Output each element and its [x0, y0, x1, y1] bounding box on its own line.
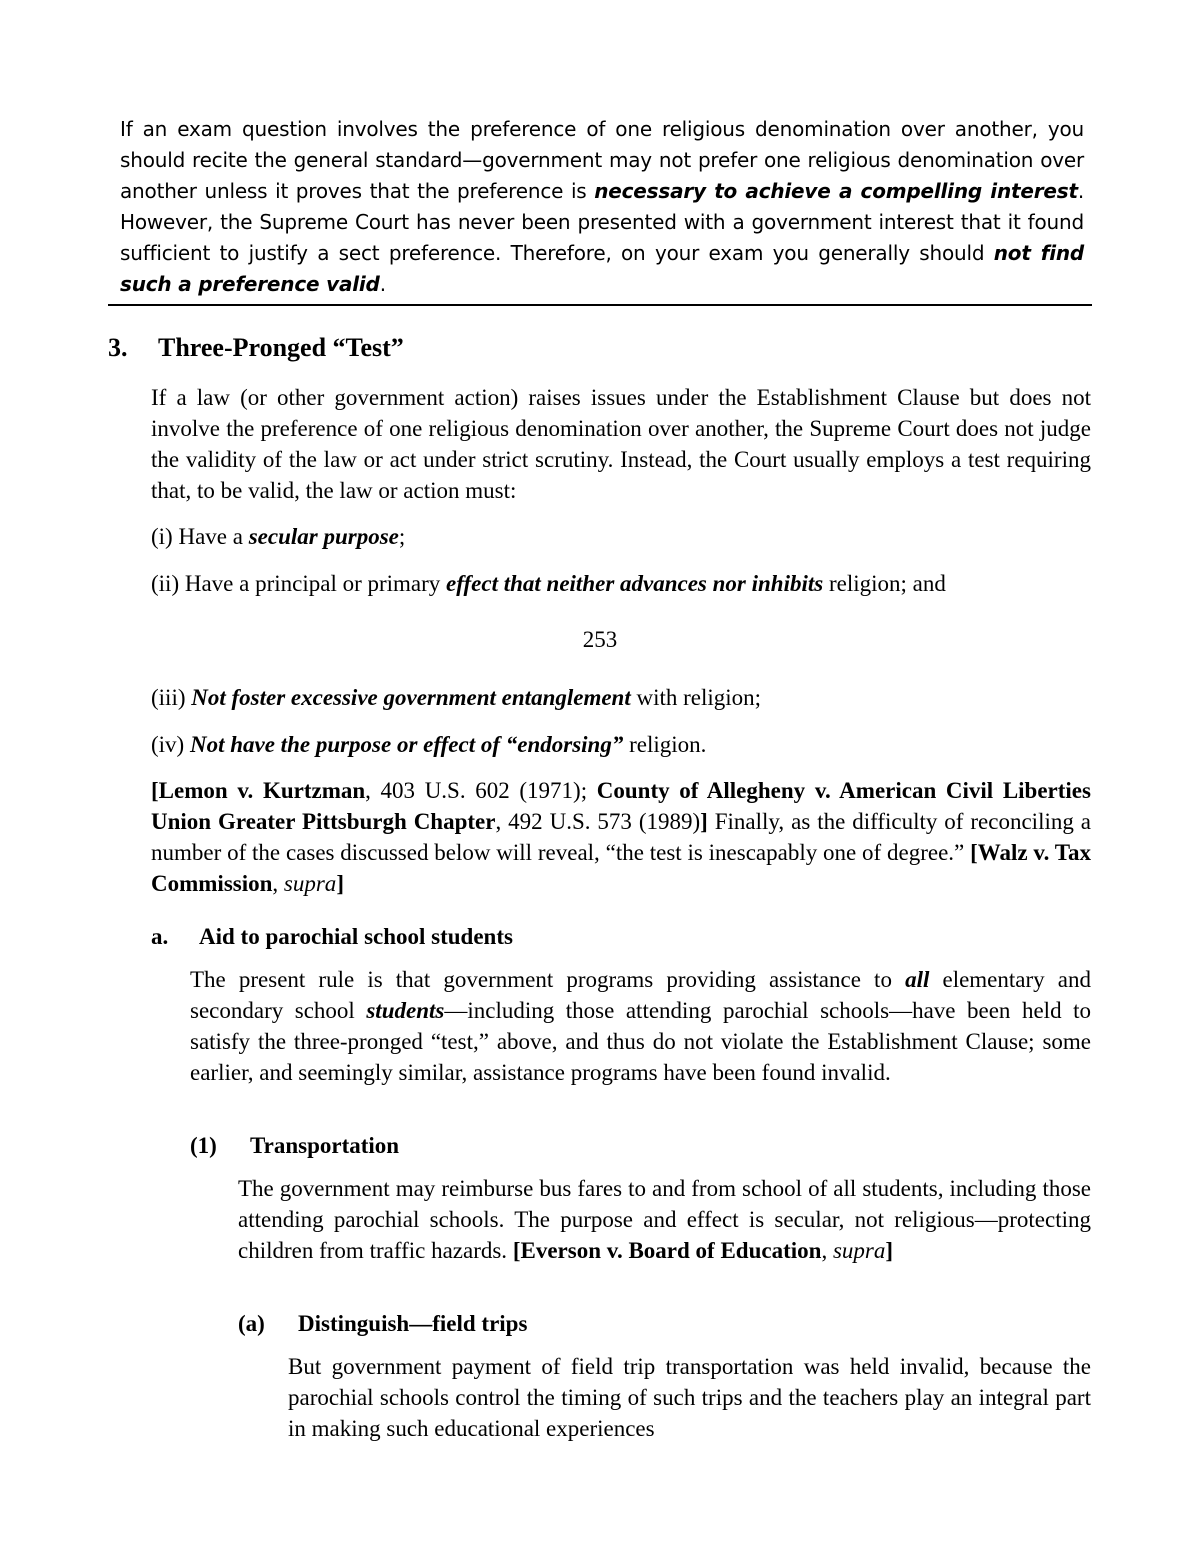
case-allegheny: County of Allegheny v. American Civil Liberties Union Greater Pittsburgh Chapter — [151, 778, 1091, 834]
section-intro-paragraph: If a law (or other government action) raises issues under the Establishment Clause but does not involve the preference of one religious denomination over another, the Supreme Court does not judge the validity of the law or act under strict scrutiny. Instead, the Court usually employs a test requiring that, to be valid, the law or action must: — [151, 385, 1091, 503]
subsection-a-heading: a. Aid to parochial school students — [151, 924, 513, 949]
case-lemon: Lemon v. Kurtzman — [158, 778, 366, 803]
test-prong-2: (ii) Have a principal or primary effect that neither advances nor inhibits religion; and — [151, 571, 946, 596]
horizontal-divider — [108, 304, 1092, 306]
section-heading — [108, 332, 404, 363]
citation-paragraph: [Lemon v. Kurtzman, 403 U.S. 602 (1971); County of Allegheny v. American Civil Liberties Union Greater Pittsburgh Chapter, 492 U.S. 573 (1989)] Finally, as the difficulty of reconciling a number of the cases discussed below will reveal, “the test is inescapably one of degree.” [Walz v. Tax Commission, supra] — [151, 778, 1091, 896]
tip-emphasis-not-valid: not find such a preference valid — [120, 241, 1085, 296]
tip-emphasis-compelling-interest: necessary to achieve a compelling interest — [594, 179, 1078, 203]
subsection-a-paragraph: The present rule is that government programs providing assistance to all elementary and secondary school students—including those attending parochial schools—have been held to satisfy the three-pronged “test,” above, and thus do not violate the Establishment Clause; some earlier, and seemingly similar, assistance programs have been found invalid. — [190, 967, 1091, 1085]
test-prong-4: (iv) Not have the purpose or effect of “endorsing” religion. — [151, 732, 707, 757]
case-walz: Walz v. Tax Commission — [151, 840, 1091, 896]
page-number: 253 — [582, 627, 618, 652]
case-everson: Everson v. Board of Education — [520, 1238, 822, 1263]
section-title: Three-Pronged “Test” — [158, 333, 404, 362]
test-prong-1: (i) Have a secular purpose; — [151, 524, 406, 549]
transportation-heading: (1) Transportation — [190, 1133, 400, 1158]
field-trips-paragraph: But government payment of field trip transportation was held invalid, because the parochial schools control the timing of such trips and the teachers play an integral part in making such educational experiences — [288, 1354, 1091, 1441]
field-trips-heading: (a) Distinguish—field trips — [238, 1311, 528, 1336]
transportation-paragraph: The government may reimburse bus fares to and from school of all students, including those attending parochial schools. The purpose and effect is secular, not religious—protecting children from traffic hazards. [Everson v. Board of Education, supra] — [238, 1176, 1091, 1263]
section-number: 3. — [108, 333, 128, 362]
exam-tip-box: If an exam question involves the preference of one religious denomination over another, you should recite the general standard—government may not prefer one religious denomination over another unless it proves that the preference is necessary to achieve a compelling interest. However, the Supreme Court has never been presented with a government interest that it found sufficient to justify a sect preference. Therefore, on your exam you generally should not find such a preference valid. — [120, 117, 1085, 296]
test-prong-3: (iii) Not foster excessive government entanglement with religion; — [151, 685, 762, 710]
